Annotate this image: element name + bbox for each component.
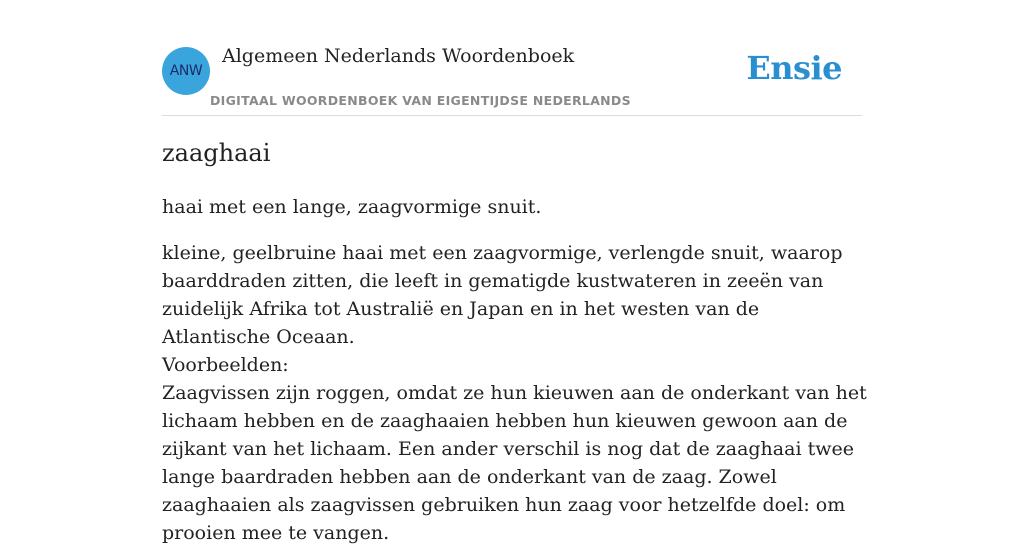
anw-logo[interactable] [162, 47, 210, 95]
logo-text: ANW [169, 63, 203, 79]
site-subtitle: DIGITAAL WOORDENBOEK VAN EIGENTIJDSE NEDERLANDS [210, 93, 631, 108]
site-title[interactable]: Algemeen Nederlands Woordenboek [222, 45, 575, 67]
example-text: Zaagvissen zijn roggen, omdat ze hun kieuwen aan de onderkant van het lichaam hebben en de zaaghaaien hebben hun kieuwen gewoon aan de zijkant van het lichaam. Een ander verschil is nog dat de zaaghaai twee lange baardraden hebben aan de onderkant van de zaag. Zowel zaaghaaien als zaagvissen gebruiken hun zaag voor hetzelfde doel: om prooien mee te vangen. [162, 382, 867, 544]
page-content [162, 0, 867, 544]
long-definition: kleine, geelbruine haai met een zaagvormige, verlengde snuit, waarop baarddraden zitten, die leeft in gematigde kustwateren in zeeën van zuidelijk Afrika tot Australië en Japan en in het westen van de Atlantische Oceaan. [162, 242, 843, 348]
ensie-brand-link[interactable]: Ensie [746, 49, 842, 87]
headword: zaaghaai [162, 139, 271, 167]
header-divider [162, 115, 862, 116]
short-definition: haai met een lange, zaagvormige snuit. [162, 196, 542, 218]
examples-label: Voorbeelden: [162, 354, 289, 376]
